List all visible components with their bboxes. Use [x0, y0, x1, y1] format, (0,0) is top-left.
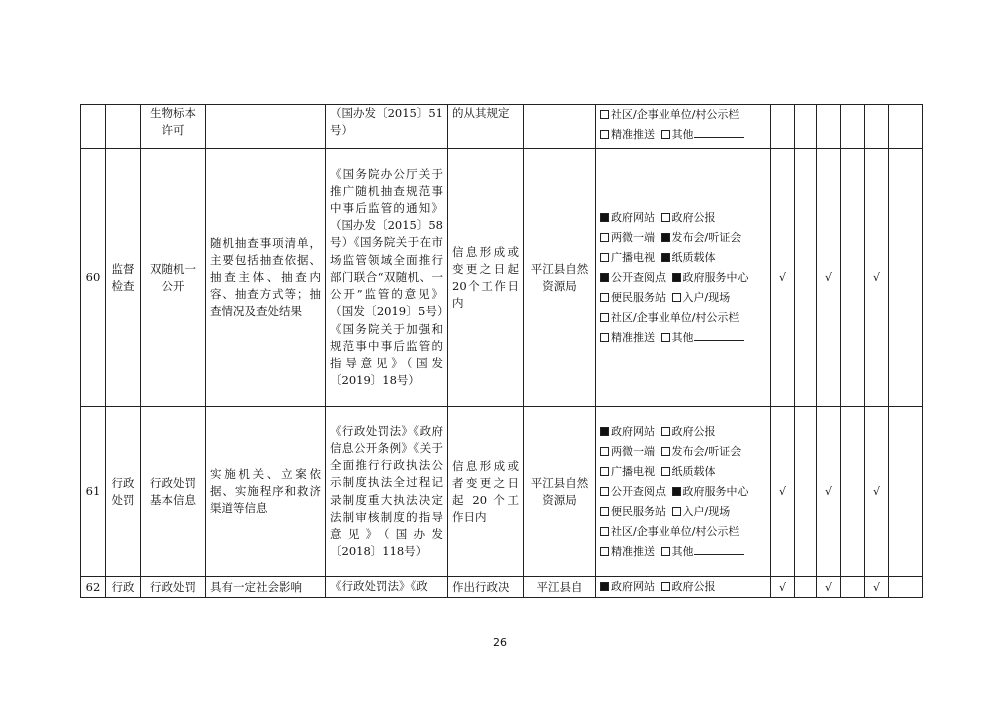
check-mark-cell [795, 105, 817, 149]
channel-label: 政府网站 [611, 580, 655, 593]
channel-label: 其他 [671, 330, 694, 344]
subject-cell: 平江县自然资源局 [524, 407, 596, 577]
disclosure-table [80, 104, 923, 598]
unchecked-box-icon [600, 293, 609, 302]
unchecked-box-icon [661, 213, 670, 222]
check-mark-cell: √ [771, 407, 795, 577]
content-cell: 随机抽查事项清单，主要包括抽查依据、抽查主体、抽查内容、抽查方式等；抽查情况及查处结果 [206, 149, 326, 407]
unchecked-box-icon [600, 333, 609, 342]
channel-label: 社区/企事业单位/村公示栏 [611, 310, 740, 324]
checked-box-icon [661, 233, 670, 242]
channel-label: 广播电视 [611, 250, 655, 264]
channel-label: 发布会/听证会 [671, 444, 742, 458]
check-mark-cell: √ [817, 149, 841, 407]
unchecked-box-icon [600, 487, 609, 496]
unchecked-box-icon [600, 313, 609, 322]
check-mark-cell [817, 105, 841, 149]
check-mark-cell [889, 407, 923, 577]
subject-cell [524, 105, 596, 149]
channel-label: 纸质载体 [671, 464, 716, 478]
channel-label: 便民服务站 [611, 290, 666, 304]
channel-line [600, 248, 766, 268]
channel-label: 精准推送 [611, 128, 655, 141]
checked-box-icon [600, 273, 609, 282]
timing-cell: 的从其规定 [448, 105, 524, 149]
unchecked-box-icon [661, 467, 670, 476]
unchecked-box-icon [600, 467, 609, 476]
channel-line [600, 542, 766, 562]
fill-blank-line [694, 126, 744, 138]
channel-line [600, 422, 766, 442]
channel-line [600, 577, 766, 597]
checked-box-icon [600, 582, 609, 591]
channel-label: 发布会/听证会 [671, 230, 742, 244]
channel-label: 政府服务中心 [682, 270, 749, 284]
channel-line [600, 105, 766, 125]
check-mark-cell [865, 105, 889, 149]
unchecked-box-icon [600, 507, 609, 516]
check-mark-cell: √ [817, 577, 841, 598]
checked-box-icon [661, 253, 670, 262]
timing-cell: 信息形成或变更之日起20个工作日内 [448, 149, 524, 407]
item-cell: 双随机一公开 [141, 149, 206, 407]
subject-cell: 平江县自然资源局 [524, 149, 596, 407]
content-cell: 具有一定社会影响 [206, 577, 326, 598]
check-mark-cell: √ [771, 149, 795, 407]
checked-box-icon [600, 213, 609, 222]
table-body [81, 105, 923, 598]
check-mark-cell: √ [817, 407, 841, 577]
check-mark-cell [795, 407, 817, 577]
check-mark-cell [841, 105, 865, 149]
channel-label: 精准推送 [611, 544, 655, 558]
unchecked-box-icon [672, 507, 681, 516]
channels-cell [596, 577, 771, 598]
unchecked-box-icon [672, 293, 681, 302]
item-cell: 生物标本许可 [141, 105, 206, 149]
subject-cell: 平江县自 [524, 577, 596, 598]
channel-line [600, 208, 766, 228]
unchecked-box-icon [600, 527, 609, 536]
row-number: 60 [81, 149, 106, 407]
channel-label: 政府网站 [611, 210, 655, 224]
table-row [81, 577, 923, 598]
channel-line [600, 288, 766, 308]
channel-line [600, 268, 766, 288]
channels-cell [596, 149, 771, 407]
channel-label: 其他 [671, 544, 694, 558]
item-cell: 行政处罚 [141, 577, 206, 598]
check-mark-cell [889, 105, 923, 149]
channel-label: 政府公报 [671, 210, 716, 224]
basis-cell: 《行政处罚法》《政府信息公开条例》《关于全面推行行政执法公示制度执法全过程记录制度重大执法决定法制审核制度的指导意见》（国办发〔2018〕118号） [326, 407, 448, 577]
channels-cell [596, 105, 771, 149]
channel-label: 两微一端 [611, 444, 655, 458]
unchecked-box-icon [661, 547, 670, 556]
unchecked-box-icon [600, 253, 609, 262]
channel-label: 广播电视 [611, 464, 655, 478]
page-number: 26 [493, 636, 507, 649]
content-cell [206, 105, 326, 149]
category-cell [106, 105, 141, 149]
unchecked-box-icon [661, 582, 670, 591]
checked-box-icon [672, 487, 681, 496]
unchecked-box-icon [661, 333, 670, 342]
fill-blank-line [694, 543, 744, 555]
unchecked-box-icon [600, 110, 609, 119]
content-cell: 实施机关、立案依据、实施程序和救济渠道等信息 [206, 407, 326, 577]
timing-cell: 作出行政决 [448, 577, 524, 598]
timing-cell: 信息形成或者变更之日起 20 个工作日内 [448, 407, 524, 577]
unchecked-box-icon [661, 130, 670, 139]
channel-line [600, 462, 766, 482]
checked-box-icon [600, 427, 609, 436]
channel-label: 便民服务站 [611, 504, 666, 518]
channel-line [600, 482, 766, 502]
item-cell: 行政处罚基本信息 [141, 407, 206, 577]
channel-label: 精准推送 [611, 330, 655, 344]
channel-line [600, 328, 766, 348]
check-mark-cell [841, 407, 865, 577]
check-mark-cell [795, 149, 817, 407]
unchecked-box-icon [661, 427, 670, 436]
category-cell: 行政 [106, 577, 141, 598]
channels-cell [596, 407, 771, 577]
row-number: 61 [81, 407, 106, 577]
channel-line [600, 442, 766, 462]
unchecked-box-icon [600, 447, 609, 456]
channel-label: 入户/现场 [682, 504, 731, 518]
channel-line [600, 502, 766, 522]
row-number [81, 105, 106, 149]
channel-label: 其他 [671, 128, 694, 141]
table-row [81, 407, 923, 577]
channel-label: 政府网站 [611, 424, 655, 438]
check-mark-cell [841, 577, 865, 598]
channel-line [600, 228, 766, 248]
channel-label: 政府公报 [671, 424, 716, 438]
check-mark-cell [889, 577, 923, 598]
channel-line [600, 125, 766, 145]
channel-line [600, 522, 766, 542]
fill-blank-line [694, 329, 744, 341]
check-mark-cell [841, 149, 865, 407]
check-mark-cell: √ [865, 407, 889, 577]
unchecked-box-icon [661, 447, 670, 456]
row-number: 62 [81, 577, 106, 598]
channel-label: 政府服务中心 [682, 484, 749, 498]
basis-cell: 《国务院办公厅关于推广随机抽查规范事中事后监管的通知》（国办发〔2015〕58号）《国务院关于在市场监管领域全面推行部门联合“双随机、一公开”监管的意见》（国发〔2019〕5号）《国务院关于加强和规范事中事后监管的指导意见》（国发〔2019〕18号） [326, 149, 448, 407]
channel-label: 纸质载体 [671, 250, 716, 264]
unchecked-box-icon [600, 233, 609, 242]
channel-label: 公开查阅点 [611, 270, 666, 284]
check-mark-cell [889, 149, 923, 407]
basis-cell: （国办发〔2015〕51号） [326, 105, 448, 149]
check-mark-cell: √ [771, 577, 795, 598]
channel-label: 政府公报 [671, 580, 716, 593]
category-cell: 监督检查 [106, 149, 141, 407]
channel-label: 社区/企事业单位/村公示栏 [611, 108, 740, 121]
check-mark-cell: √ [865, 149, 889, 407]
channel-label: 两微一端 [611, 230, 655, 244]
category-cell: 行政处罚 [106, 407, 141, 577]
table-row [81, 149, 923, 407]
channel-label: 入户/现场 [682, 290, 731, 304]
channel-label: 公开查阅点 [611, 484, 666, 498]
checked-box-icon [672, 273, 681, 282]
check-mark-cell [795, 577, 817, 598]
table-row [81, 105, 923, 149]
channel-label: 社区/企事业单位/村公示栏 [611, 524, 740, 538]
check-mark-cell: √ [865, 577, 889, 598]
check-mark-cell [771, 105, 795, 149]
unchecked-box-icon [600, 547, 609, 556]
unchecked-box-icon [600, 130, 609, 139]
channel-line [600, 308, 766, 328]
basis-cell: 《行政处罚法》《政 [326, 577, 448, 598]
